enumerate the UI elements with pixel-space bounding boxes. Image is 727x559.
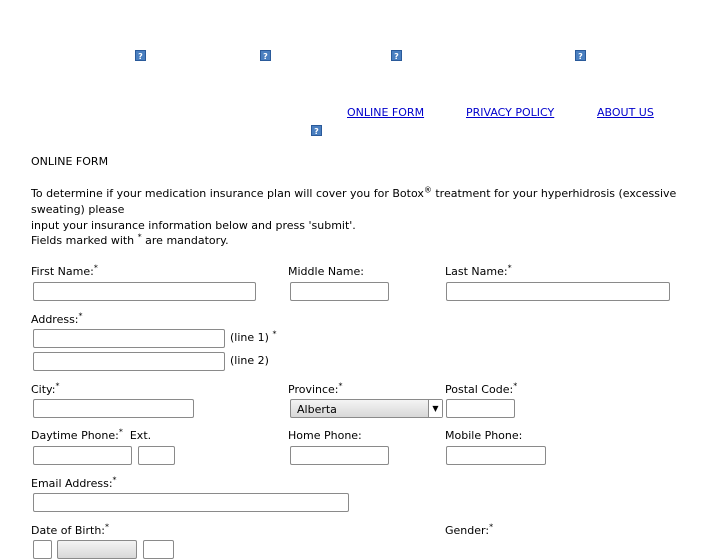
address-line2-label: (line 2) bbox=[230, 354, 269, 367]
last-name-label: Last Name:* bbox=[445, 263, 512, 278]
address-line1-label: (line 1) * bbox=[230, 329, 277, 344]
email-input[interactable] bbox=[33, 493, 349, 512]
mobile-phone-input[interactable] bbox=[446, 446, 546, 465]
middle-name-input[interactable] bbox=[290, 282, 389, 301]
province-label: Province:* bbox=[288, 381, 343, 396]
help-icon: ? bbox=[311, 125, 322, 136]
daytime-phone-input[interactable] bbox=[33, 446, 132, 465]
postal-code-label: Postal Code:* bbox=[445, 381, 518, 396]
address-line1-input[interactable] bbox=[33, 329, 225, 348]
address-label: Address:* bbox=[31, 311, 83, 326]
home-phone-label: Home Phone: bbox=[288, 429, 362, 442]
help-icon: ? bbox=[260, 50, 271, 61]
province-selected-value: Alberta bbox=[297, 403, 337, 416]
middle-name-label: Middle Name: bbox=[288, 265, 364, 278]
mobile-phone-label: Mobile Phone: bbox=[445, 429, 523, 442]
first-name-input[interactable] bbox=[33, 282, 256, 301]
home-phone-input[interactable] bbox=[290, 446, 389, 465]
mandatory-note: Fields marked with * are mandatory. bbox=[31, 232, 229, 247]
dob-label: Date of Birth:* bbox=[31, 522, 110, 537]
first-name-label: First Name:* bbox=[31, 263, 98, 278]
last-name-input[interactable] bbox=[446, 282, 670, 301]
nav-online-form-link[interactable]: ONLINE FORM bbox=[347, 106, 425, 119]
email-label: Email Address:* bbox=[31, 475, 117, 490]
help-icon: ? bbox=[391, 50, 402, 61]
daytime-phone-label: Daytime Phone:* Ext. bbox=[31, 427, 152, 442]
city-label: City:* bbox=[31, 381, 60, 396]
help-icon: ? bbox=[135, 50, 146, 61]
dob-year-input[interactable] bbox=[143, 540, 174, 559]
chevron-down-icon[interactable]: ▼ bbox=[428, 400, 442, 417]
nav-privacy-policy-link[interactable]: PRIVACY POLICY bbox=[466, 106, 555, 119]
province-select[interactable] bbox=[290, 399, 443, 418]
nav-about-us-link[interactable]: ABOUT US bbox=[597, 106, 654, 119]
page-title: ONLINE FORM bbox=[31, 155, 109, 168]
dob-day-input[interactable] bbox=[33, 540, 52, 559]
phone-ext-input[interactable] bbox=[138, 446, 175, 465]
help-icon: ? bbox=[575, 50, 586, 61]
dob-month-select[interactable] bbox=[57, 540, 137, 559]
gender-label: Gender:* bbox=[445, 522, 494, 537]
intro-text: To determine if your medication insurance plan will cover you for Botox® treatment for your hyperhidrosis (excessive sweating) please input your insurance information below and press 'submit'. bbox=[31, 185, 677, 232]
city-input[interactable] bbox=[33, 399, 194, 418]
address-line2-input[interactable] bbox=[33, 352, 225, 371]
postal-code-input[interactable] bbox=[446, 399, 515, 418]
